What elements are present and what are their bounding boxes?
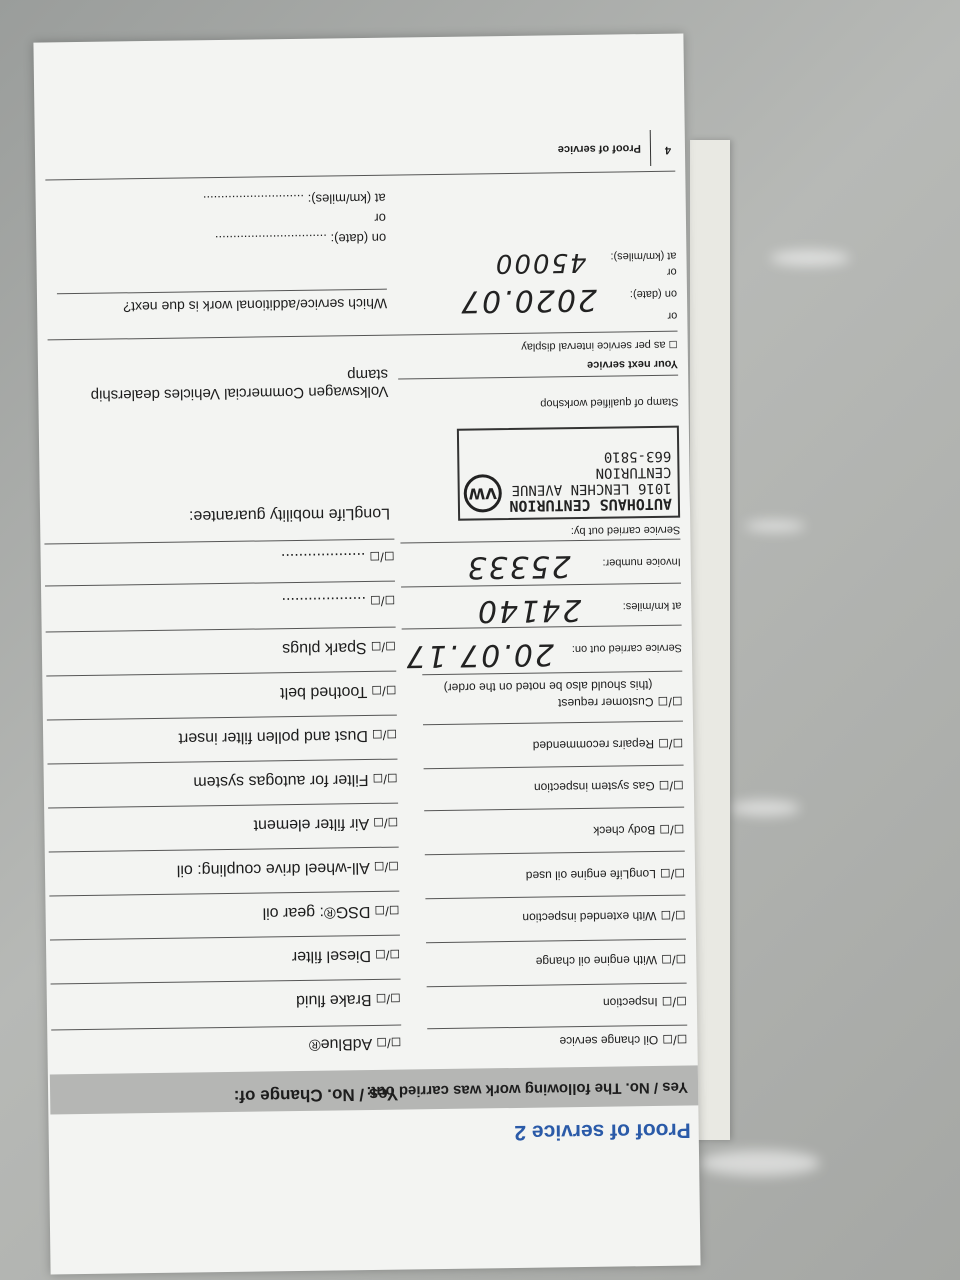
next-date-value[interactable]: 2020.07 — [458, 281, 598, 319]
carried-out-by-label: Service carried out by: — [570, 523, 681, 538]
footer-label: Proof of service — [557, 142, 642, 156]
next-work-question: Which service/additional work is due next? — [123, 295, 388, 316]
checkbox[interactable]: ◻/◻ — [369, 549, 395, 565]
vw-logo-icon: VW — [464, 474, 503, 513]
dsg-gear-oil-item: ◻/◻DSG®: gear oil — [262, 902, 400, 922]
checkbox[interactable]: ◻/◻ — [370, 639, 397, 655]
stamp-label: Stamp of qualified workshop — [540, 395, 679, 410]
checkbox[interactable]: ◻/◻ — [369, 593, 396, 609]
engine-oil-change-item: ◻/◻With engine oil change — [535, 952, 687, 969]
or-right: or — [374, 210, 387, 226]
extra-item-1: ◻/◻................... — [281, 593, 396, 612]
checkbox[interactable]: ◻/◻ — [371, 683, 397, 699]
checkbox[interactable]: ◻/◻ — [372, 771, 398, 787]
stamp-line-4: 663-5810 — [603, 447, 672, 465]
awd-coupling-oil-item: ◻/◻All-wheel drive coupling: oil — [176, 858, 400, 879]
service-date-value[interactable]: 20.07.17 — [404, 636, 555, 674]
checkbox[interactable]: ◻/◻ — [662, 1032, 688, 1048]
checkbox[interactable]: ◻/◻ — [371, 727, 398, 743]
checkbox[interactable]: ◻/◻ — [657, 694, 683, 710]
page-number: 4 — [664, 143, 672, 156]
toothed-belt-item: ◻/◻Toothed belt — [280, 683, 397, 702]
or-label-2: or — [666, 265, 677, 278]
service-km-value[interactable]: 24140 — [475, 592, 582, 629]
checkbox[interactable]: ◻/◻ — [660, 908, 686, 924]
checkbox[interactable]: ◻/◻ — [375, 991, 401, 1007]
customer-request-note: (this should also be noted on the order) — [443, 678, 653, 695]
stamp-line-1: AUTOHAUS CENTURION — [509, 494, 673, 515]
air-filter-item: ◻/◻Air filter element — [253, 814, 399, 834]
pollen-filter-item: ◻/◻Dust and pollen filter insert — [178, 726, 398, 747]
next-km-label: at (km/miles): — [610, 249, 677, 263]
change-of-header: Yes / No. Change of: — [233, 1084, 399, 1106]
invoice-number-label: Invoice number: — [602, 555, 681, 569]
checkbox[interactable]: ◻/◻ — [661, 994, 687, 1010]
service-book-page — [33, 34, 700, 1275]
oil-change-service-item: ◻/◻Oil change service — [559, 1032, 688, 1049]
service-km-label: at km/miles: — [622, 599, 682, 613]
page-title: Proof of service 2 — [514, 1118, 691, 1144]
extended-inspection-item: ◻/◻With extended inspection — [522, 908, 686, 925]
next-km-right: at (km/miles): ............................ — [202, 190, 386, 209]
extra-item-2: ◻/◻................... — [280, 549, 395, 568]
inspection-item: ◻/◻Inspection — [602, 994, 687, 1010]
spark-plugs-item: ◻/◻Spark plugs — [282, 639, 397, 658]
checkbox[interactable]: ◻/◻ — [659, 822, 685, 838]
workshop-stamp — [457, 426, 680, 521]
longlife-guarantee-label: LongLife mobility guarantee: — [188, 504, 391, 525]
checkbox[interactable]: ◻/◻ — [660, 952, 687, 968]
body-check-item: ◻/◻Body check — [593, 822, 685, 838]
page-content — [33, 34, 700, 1275]
next-km-value[interactable]: 45000 — [493, 246, 587, 279]
customer-request-item: ◻/◻Customer request — [558, 694, 683, 711]
invoice-number-value[interactable]: 25333 — [465, 548, 572, 585]
checkbox[interactable]: ◻/◻ — [376, 1035, 402, 1051]
brake-fluid-item: ◻/◻Brake fluid — [295, 990, 401, 1010]
checkbox[interactable]: ◻/◻ — [374, 947, 401, 963]
gas-system-item: ◻/◻Gas system inspection — [533, 778, 684, 795]
checkbox[interactable]: ◻/◻ — [373, 815, 399, 831]
diesel-filter-item: ◻/◻Diesel filter — [291, 946, 401, 966]
stamp-line-3: CENTURION — [595, 463, 672, 481]
service-date-label: Service carried out on: — [571, 641, 683, 656]
checkbox[interactable]: ◻/◻ — [658, 778, 684, 794]
dealer-stamp-label: Volkswagen Commercial Vehicles dealership stamp — [90, 365, 389, 404]
autogas-filter-item: ◻/◻Filter for autogas system — [193, 770, 398, 791]
next-date-label: on (date): — [629, 287, 678, 301]
stamp-line-2: 1016 LENCHEN AVENUE — [511, 479, 672, 498]
checkbox[interactable]: ◻/◻ — [657, 736, 684, 752]
interval-display-option[interactable]: ◻ as per service interval display — [521, 338, 678, 353]
next-service-title: Your next service — [586, 357, 679, 371]
checkbox[interactable]: ◻/◻ — [659, 866, 686, 882]
adblue-item: ◻/◻AdBlue® — [308, 1034, 402, 1053]
checkbox[interactable]: ◻/◻ — [374, 903, 400, 919]
work-carried-out-header: Yes / No. The following work was carried out: — [366, 1078, 689, 1101]
repairs-recommended-item: ◻/◻Repairs recommended — [532, 736, 684, 753]
longlife-oil-item: ◻/◻LongLife engine oil used — [525, 866, 686, 883]
checkbox[interactable]: ◻/◻ — [373, 859, 400, 875]
or-label-1: or — [667, 309, 678, 322]
next-date-right: on (date): ............................... — [214, 230, 387, 249]
